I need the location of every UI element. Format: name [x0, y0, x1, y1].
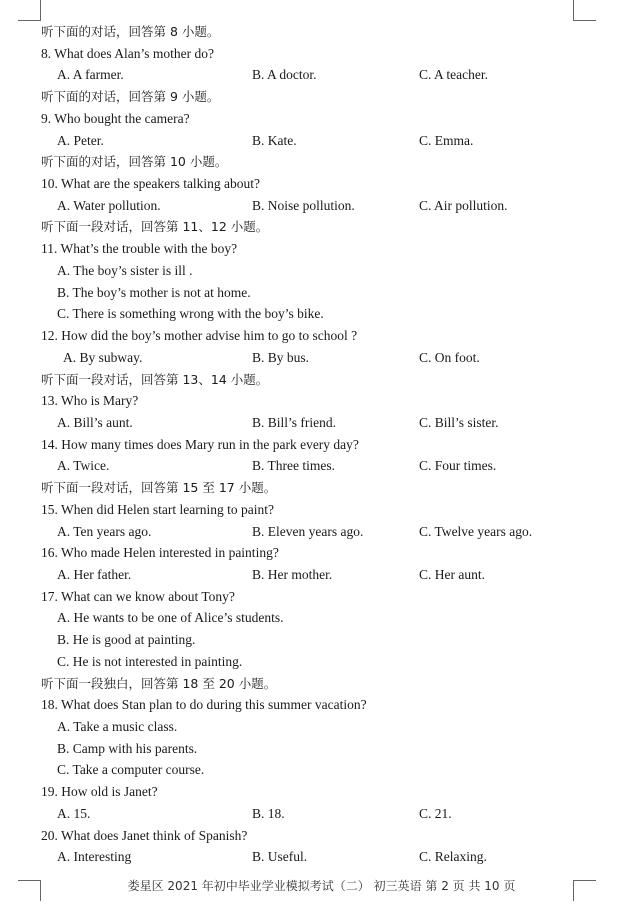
question-text: 19. How old is Janet? — [41, 784, 158, 800]
answer-option: B. Useful. — [252, 849, 308, 865]
answer-option: B. Kate. — [252, 132, 297, 148]
answer-option: A. The boy’s sister is ill . — [57, 262, 193, 278]
question-text: 12. How did the boy’s mother advise him to go to school ? — [41, 328, 358, 344]
answer-option: B. 18. — [252, 805, 285, 821]
answer-options-row — [41, 64, 601, 86]
answer-option: A. Ten years ago. — [57, 523, 152, 539]
answer-option: C. Bill’s sister. — [419, 414, 499, 430]
answer-option: B. Three times. — [252, 458, 335, 474]
answer-option: B. Eleven years ago. — [252, 523, 364, 539]
answer-option: B. Noise pollution. — [252, 197, 355, 213]
answer-options-row — [41, 521, 601, 543]
exam-page-content — [41, 21, 601, 868]
answer-options-row — [41, 803, 601, 825]
answer-option: C. 21. — [419, 805, 452, 821]
answer-option: A. Water pollution. — [57, 197, 161, 213]
question-text: 8. What does Alan’s mother do? — [41, 45, 214, 61]
question-text: 17. What can we know about Tony? — [41, 588, 235, 604]
answer-option: A. A farmer. — [57, 67, 124, 83]
answer-option: A. Interesting — [57, 849, 132, 865]
answer-options-row — [41, 846, 601, 868]
section-instruction: 听下面一段对话，回答第 15 至 17 小题。 — [41, 480, 277, 496]
answer-option: C. A teacher. — [419, 67, 488, 83]
answer-options-row — [41, 412, 601, 434]
answer-option: B. A doctor. — [252, 67, 317, 83]
answer-option: A. 15. — [57, 805, 91, 821]
answer-option: B. The boy’s mother is not at home. — [57, 284, 251, 300]
answer-option: B. By bus. — [252, 349, 310, 365]
crop-mark-top-right — [573, 0, 596, 21]
answer-option: A. Take a music class. — [57, 719, 178, 734]
section-instruction: 听下面的对话，回答第 10 小题。 — [41, 154, 228, 170]
answer-option: C. Emma. — [419, 132, 474, 148]
question-text: 20. What does Janet think of Spanish? — [41, 827, 248, 843]
question-text: 15. When did Helen start learning to paint? — [41, 501, 274, 517]
answer-option: C. There is something wrong with the boy’s bike. — [57, 306, 324, 322]
page-footer: 娄星区 2021 年初中毕业学业模拟考试（二） 初三英语 第 2 页 共 10 页 — [127, 879, 516, 893]
question-text: 13. Who is Mary? — [41, 393, 139, 409]
question-text: 18. What does Stan plan to do during this summer vacation? — [41, 697, 367, 713]
answer-option: A. Her father. — [57, 566, 132, 582]
question-text: 10. What are the speakers talking about? — [41, 176, 261, 192]
answer-option: C. Relaxing. — [419, 849, 487, 865]
answer-option: B. Camp with his parents. — [57, 740, 198, 756]
answer-option: C. Air pollution. — [419, 197, 508, 213]
answer-option: C. He is not interested in painting. — [57, 653, 243, 669]
answer-option: A. He wants to be one of Alice’s students. — [57, 610, 284, 626]
section-instruction: 听下面一段对话，回答第 11、12 小题。 — [41, 219, 269, 235]
answer-option: C. Four times. — [419, 458, 497, 474]
answer-option: C. Her aunt. — [419, 566, 485, 582]
answer-option: A. Bill’s aunt. — [57, 414, 133, 430]
answer-option: B. Her mother. — [252, 566, 333, 582]
crop-mark-top-left — [18, 0, 41, 21]
answer-options-row — [41, 347, 601, 369]
section-instruction: 听下面的对话，回答第 9 小题。 — [41, 89, 220, 105]
answer-option: A. Twice. — [57, 458, 110, 474]
question-text: 16. Who made Helen interested in painting? — [41, 545, 279, 561]
answer-option: B. Bill’s friend. — [252, 414, 336, 430]
section-instruction: 听下面一段独白，回答第 18 至 20 小题。 — [41, 675, 277, 691]
answer-option: C. Twelve years ago. — [419, 523, 533, 539]
answer-option: A. Peter. — [57, 132, 104, 148]
answer-option: A. By subway. — [63, 349, 143, 365]
section-instruction: 听下面的对话，回答第 8 小题。 — [41, 24, 220, 39]
answer-options-row — [41, 195, 601, 217]
answer-option: B. He is good at painting. — [57, 632, 196, 648]
section-instruction: 听下面一段对话，回答第 13、14 小题。 — [41, 371, 269, 387]
question-text: 9. Who bought the camera? — [41, 110, 190, 126]
answer-options-row — [41, 455, 601, 477]
answer-option: C. On foot. — [419, 349, 480, 365]
question-text: 11. What’s the trouble with the boy? — [41, 241, 238, 257]
question-text: 14. How many times does Mary run in the park every day? — [41, 436, 359, 452]
answer-options-row — [41, 564, 601, 586]
answer-option: C. Take a computer course. — [57, 762, 205, 778]
answer-options-row — [41, 130, 601, 152]
